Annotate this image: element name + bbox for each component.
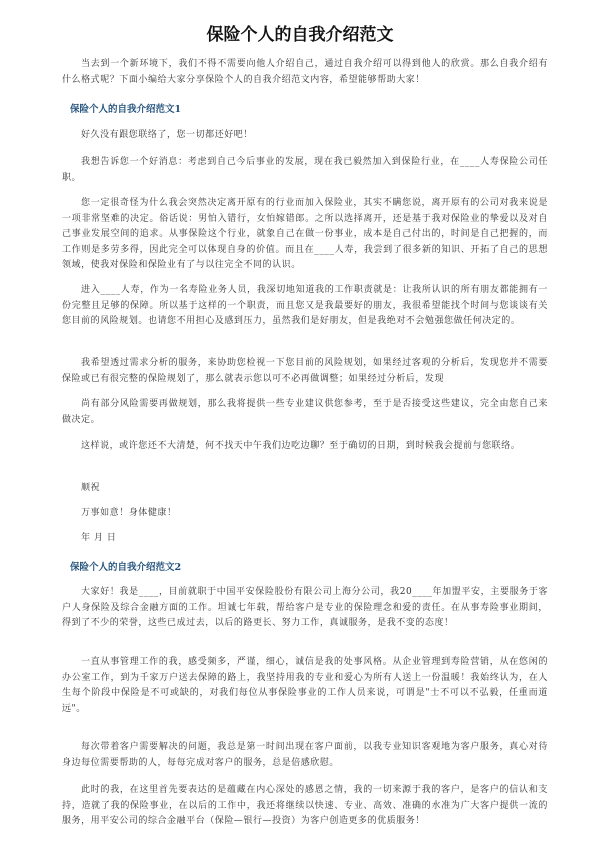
s1-closing-2: 万事如意！身体健康！ bbox=[81, 508, 177, 518]
intro-paragraph: 当去到一个新环境下，我们不得不需要向他人介绍自己，通过自我介绍可以得到他人的欣赏。那么自我介绍有什么格式呢？下面小编给大家分享保险个人的自我介绍范文内容，希望能够帮助大家！ bbox=[62, 59, 548, 85]
s1-closing-1: 顺祝 bbox=[81, 483, 101, 493]
s1-paragraph-6: 尚有部分风险需要再做规划，那么我将提供一些专业建议供您参考，至于是否接受这些建议，完全由您自己来做决定。 bbox=[62, 399, 548, 425]
s1-paragraph-5: 我希望透过需求分析的服务，来协助您检视一下您目前的风险规划，如果经过客观的分析后，发现您并不需要保险或已有很完整的保险规划了，那么就表示您以可不必再做调整；如果经过分析后，发现 bbox=[62, 358, 548, 384]
s1-date: 年 月 日 bbox=[81, 533, 117, 543]
s2-paragraph-1: 大家好！我是____，目前就职于中国平安保险股份有限公司上海分公司，我20____年加盟平安，主要服务于客户人身保险及综合金融方面的工作。坦诚七年载，帮给客户是专业的保险理念和爱的责任。在从事寿险事业期间，得到了不少的荣誉，这些已成过去，以后的路更长、努力工作，真诚服务，是我不变的态度！ bbox=[62, 587, 548, 628]
s1-paragraph-1: 好久没有跟您联络了，您一切都还好吧！ bbox=[81, 130, 253, 140]
s1-paragraph-7: 这样说，或许您还不大清楚，何不找天中午我们边吃边聊？至于确切的日期，到时候我会提前与您联络。 bbox=[81, 441, 521, 451]
s1-paragraph-3: 您一定很奇怪为什么我会突然决定离开原有的行业而加入保险业，其实不瞒您说，离开原有的公司对我来说是一项非常坚难的决定。俗话说：男怕入错行，女怕嫁错郎。之所以选择离开，还是基于我对保险业的挚爱以及对自己事业发展空间的追求。从事保险这个行业，就象自己在做一份事业，成本是自己付出的，时间是自己把握的，而工作则是多劳多得，因此完全可以体现自身的价值。而且在____人寿，我尝到了很多新的知识、开拓了自己的思想领域，使我对保险和保险业有了与以往完全不同的认识。 bbox=[62, 198, 548, 270]
page-title: 保险个人的自我介绍范文 bbox=[206, 25, 394, 45]
s2-paragraph-2: 一直从事管理工作的我，感受频多，严谨，细心，诚信是我的处事风格。从企业管理到寿险营销，从在悠闲的办公室工作，到为千家万户送去保障的路上，我坚持用我的专业和爱心为所有人送上一份温暖！我始终认为，在人生每个阶段中保险是不可或缺的，对我们每位从事保险事业的工作人员来说，可谓是"士不可以不弘毅，任重而道远"。 bbox=[62, 657, 548, 714]
section-heading-1: 保险个人的自我介绍范文1 bbox=[70, 104, 182, 115]
s2-paragraph-3: 每次带着客户需要解决的问题，我总是第一时间出现在客户面前，以我专业知识客观地为客户服务，真心对待身边每位需要帮助的人，每每完成对客户的服务，总是倍感欣慰。 bbox=[62, 742, 548, 768]
s2-paragraph-4: 此时的我，在这里首先要表达的是蕴藏在内心深处的感恩之情，我的一切来源于我的客户，是客户的信认和支持，造就了我的保险事业，在以后的工作中，我还将继续以快速、专业、高效、准确的水准为广大客户提供一流的服务，用平安公司的综合金融平台（保险—银行—投资）为客户创造更多的优质服务！ bbox=[62, 785, 548, 826]
section-heading-2: 保险个人的自我介绍范文2 bbox=[70, 562, 182, 573]
s1-paragraph-2: 我想告诉您一个好消息：考虑到自己今后事业的发展，现在我已毅然加入到保险行业，在____人寿保险公司任职。 bbox=[62, 157, 548, 183]
s1-paragraph-4: 进入____人寿，作为一名寿险业务人员，我深切地知道我的工作职责就是：让我所认识的所有朋友都能拥有一份完整且足够的保障。所以基于这样的一个职责，而且您又是我最要好的朋友，我很希望能找个时间与您谈谈有关您目前的风险规划。也请您不用担心及感到压力，虽然我们是好朋友，但是我绝对不会勉强您做任何决定的。 bbox=[62, 285, 548, 326]
